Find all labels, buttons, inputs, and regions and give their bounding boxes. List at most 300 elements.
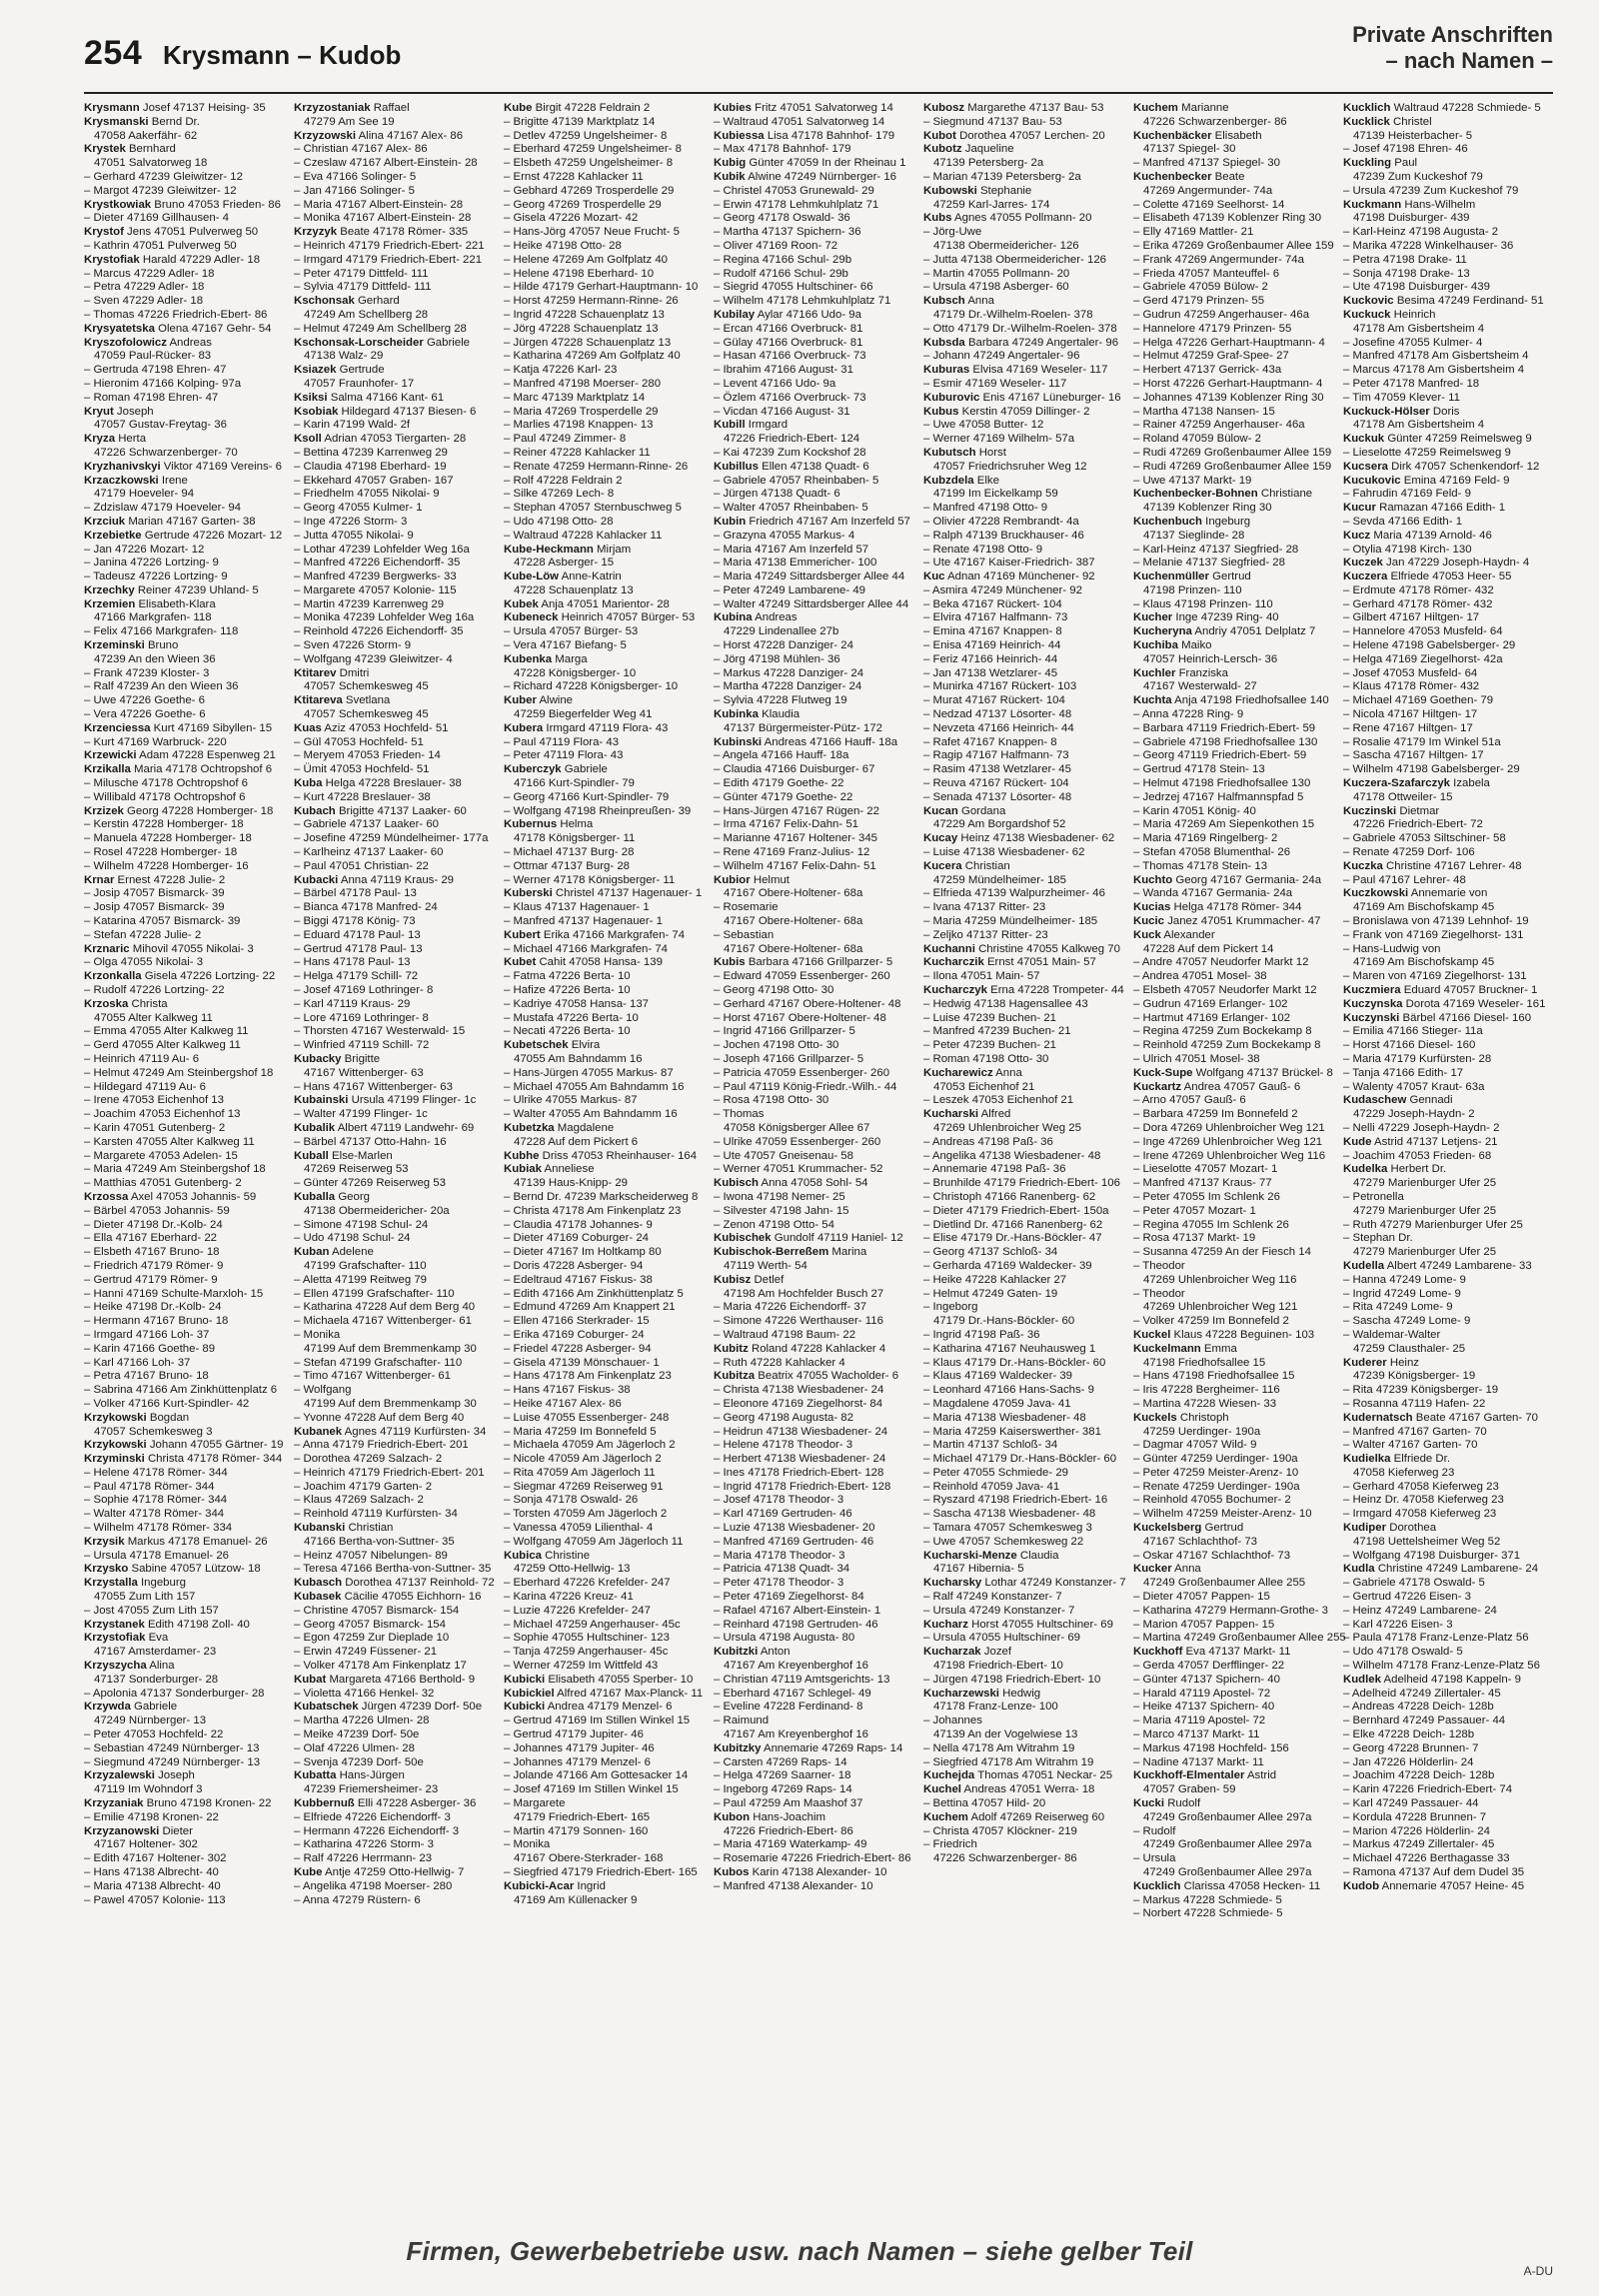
entry-details: Günter 47259 Reimelsweg 9	[1384, 433, 1532, 446]
directory-entry	[504, 323, 672, 337]
entry-details: – Ursula 47249 Konstanzer- 7	[923, 1604, 1075, 1617]
entry-surname: Krznaric	[84, 942, 130, 955]
directory-entry	[294, 116, 462, 130]
entry-details: – Sevda 47166 Edith- 1	[1343, 515, 1463, 528]
directory-entry	[84, 1619, 252, 1633]
entry-details: – Hans 47178 Am Finkenplatz 23	[504, 1370, 672, 1383]
directory-entry	[504, 846, 672, 860]
directory-entry	[1343, 571, 1511, 584]
entry-details: – Gisela 47226 Mozart- 42	[504, 212, 639, 225]
directory-entry	[1343, 791, 1511, 805]
directory-entry	[714, 708, 881, 722]
entry-details: – Helmut 47249 Am Steinbergshof 18	[84, 1066, 274, 1079]
directory-entry	[714, 1246, 881, 1260]
entry-surname: Ksoll	[294, 433, 322, 446]
directory-entry	[1133, 998, 1301, 1012]
entry-surname: Kuczmiera	[1343, 984, 1401, 996]
entry-details: – Barbara 47119 Friedrich-Ebert- 59	[1133, 721, 1316, 734]
entry-details: – Helene 47198 Gabelsberger- 29	[1343, 639, 1516, 652]
entry-details: Cahit 47058 Hansa- 139	[536, 956, 663, 969]
entry-details: 47051 Salvatorweg 18	[94, 157, 208, 170]
entry-details: – Teresa 47166 Bertha-von-Suttner- 35	[294, 1563, 492, 1576]
entry-details: 47057 Graben- 59	[1143, 1783, 1236, 1796]
entry-details: Anne-Katrin	[559, 571, 622, 583]
entry-details: – Ursula 47057 Bürger- 53	[504, 625, 639, 638]
entry-details: – Rosemarie	[714, 901, 779, 914]
entry-details: Hans-Joachim	[750, 1810, 826, 1823]
entry-details: – Rafet 47167 Knappen- 8	[923, 735, 1057, 748]
directory-entry	[1343, 1150, 1511, 1164]
entry-details: – Ellen 47199 Grafschafter- 110	[294, 1287, 455, 1300]
directory-entry	[923, 336, 1119, 351]
entry-details: – Max 47178 Bahnhof- 179	[714, 143, 851, 156]
directory-entry	[1343, 901, 1511, 915]
directory-entry	[294, 915, 462, 929]
directory-entry	[1343, 350, 1529, 364]
entry-details: – Stephan Dr.	[1343, 1232, 1413, 1245]
directory-entry	[923, 102, 1104, 116]
directory-entry	[923, 625, 1091, 639]
directory-entry	[84, 956, 252, 970]
directory-entry	[84, 1755, 261, 1770]
entry-surname: Kubhe	[504, 1149, 540, 1162]
entry-details: Agnes 47055 Pollmann- 20	[951, 212, 1092, 225]
directory-entry	[923, 1177, 1120, 1191]
directory-entry	[84, 667, 252, 681]
entry-details: – Michael 47226 Berthagasse 33	[1343, 1852, 1510, 1865]
directory-entry	[923, 295, 1091, 309]
entry-details: – Aletta 47199 Reitweg 79	[294, 1273, 427, 1286]
directory-entry	[504, 337, 672, 351]
entry-surname: Krzossa	[84, 1190, 129, 1203]
directory-entry	[923, 1412, 1091, 1426]
directory-entry	[1133, 1481, 1301, 1495]
directory-entry	[294, 1632, 462, 1646]
entry-surname: Krzyzanowski	[84, 1824, 160, 1837]
entry-details: – Manfred 47226 Eichendorff- 35	[294, 557, 461, 570]
directory-entry	[923, 419, 1091, 433]
entry-details: – Wolfgang 47059 Am Jägerloch 11	[504, 1535, 684, 1548]
entry-details: – Theodor	[1133, 1259, 1185, 1272]
directory-entry	[504, 1357, 672, 1371]
directory-entry	[84, 1894, 252, 1908]
entry-surname: Kucklick	[1343, 115, 1390, 128]
directory-entry	[714, 1466, 884, 1481]
entry-surname: Kuckels	[1133, 1411, 1177, 1424]
entry-surname: Kuchenbecker-Bohnen	[1133, 488, 1258, 501]
directory-entry	[1133, 625, 1316, 639]
directory-entry	[1343, 239, 1514, 254]
entry-details: – Karl 47226 Eisen- 3	[1343, 1618, 1453, 1631]
directory-entry	[923, 1701, 1091, 1715]
directory-entry	[714, 735, 898, 750]
directory-entry	[923, 1810, 1105, 1825]
directory-entry	[923, 1536, 1091, 1550]
directory-entry	[714, 515, 910, 530]
entry-details: – Herbert 47138 Wiesbadener- 24	[714, 1453, 886, 1466]
directory-entry	[504, 722, 672, 736]
entry-surname: Kucker	[1133, 1563, 1172, 1576]
entry-details: – Heinz Dr. 47058 Kieferweg 23	[1343, 1494, 1504, 1507]
entry-details: – Margarete	[504, 1797, 566, 1810]
directory-entry	[923, 1563, 1091, 1577]
entry-surname: Kubitzky	[714, 1741, 762, 1754]
directory-entry	[714, 1591, 881, 1605]
directory-entry	[1343, 1246, 1511, 1260]
entry-details: – Manfred 47239 Buchen- 21	[923, 1025, 1071, 1038]
entry-details: – Heike 47198 Otto- 28	[504, 239, 622, 252]
entry-details: – Yvonne 47228 Auf dem Berg 40	[294, 1411, 465, 1424]
header-rule	[84, 92, 1553, 94]
directory-entry	[1343, 530, 1511, 544]
directory-entry	[714, 1550, 881, 1564]
directory-entry	[1343, 1191, 1511, 1205]
entry-details: 47167 Am Kreyenberghof 16	[724, 1728, 869, 1741]
entry-details: – Senada 47137 Lösorter- 48	[923, 790, 1072, 803]
entry-surname: Kryza	[84, 433, 116, 446]
entry-details: – Heinz 47057 Nibelungen- 89	[294, 1549, 448, 1562]
directory-entry	[923, 1136, 1091, 1150]
directory-entry	[923, 1646, 1091, 1660]
directory-entry	[1343, 1879, 1525, 1894]
entry-details: – Georg 47198 Otto- 30	[714, 984, 834, 996]
directory-entry	[84, 557, 252, 571]
directory-entry	[923, 1232, 1102, 1246]
directory-entry	[1133, 1439, 1301, 1453]
entry-details: – Maria 47259 Mündelheimer- 185	[923, 915, 1098, 928]
directory-entry	[1133, 1177, 1301, 1191]
directory-entry	[714, 143, 881, 157]
directory-entry	[294, 791, 462, 805]
directory-entry	[84, 1274, 252, 1288]
entry-surname: Kuckhoff-Elmentaler	[1133, 1769, 1245, 1782]
directory-entry	[1133, 1274, 1301, 1288]
entry-details: – Josip 47057 Bismarck- 39	[84, 887, 225, 900]
entry-surname: Kubs	[923, 212, 952, 225]
directory-entry	[84, 1866, 252, 1880]
entry-details: – Martina 47228 Wiesen- 33	[1133, 1397, 1277, 1410]
directory-entry	[84, 1467, 252, 1481]
entry-details: Elfriede Dr.	[1390, 1453, 1450, 1466]
directory-entry	[294, 1067, 462, 1081]
directory-entry	[294, 1715, 462, 1728]
directory-entry	[1343, 1315, 1511, 1329]
directory-entry	[84, 515, 256, 530]
directory-entry	[1343, 1081, 1511, 1095]
entry-surname: Krzikalla	[84, 763, 131, 776]
directory-entry	[84, 1301, 252, 1315]
directory-entry	[1343, 680, 1511, 694]
entry-details: – Manfred 47138 Alexander- 10	[714, 1879, 873, 1892]
entry-details: – Hanni 47169 Schulte-Marxloh- 15	[84, 1287, 264, 1300]
entry-details: – Heinz 47249 Lambarene- 24	[1343, 1604, 1497, 1617]
directory-entry	[504, 143, 682, 157]
entry-details: – Paul 47167 Lehrer- 48	[1343, 873, 1466, 886]
directory-entry	[504, 530, 672, 544]
directory-entry	[504, 1687, 704, 1702]
directory-entry	[1343, 1646, 1511, 1660]
directory-entry	[1133, 694, 1329, 708]
entry-details: 47137 Sonderburger- 28	[94, 1673, 219, 1686]
directory-entry	[504, 832, 672, 846]
entry-surname: Kuchem	[923, 1810, 968, 1823]
entry-surname: Ksiazek	[294, 364, 337, 377]
entry-details: Bernd Dr.	[148, 115, 200, 128]
entry-surname: Krzystanek	[84, 1618, 145, 1631]
entry-details: 47229 Joseph-Haydn- 2	[1353, 1108, 1475, 1121]
entry-details: – Rosa 47137 Markt- 19	[1133, 1232, 1256, 1245]
directory-entry	[84, 929, 252, 943]
directory-entry	[714, 1508, 881, 1522]
directory-entry	[1133, 446, 1332, 461]
directory-entry	[1343, 1301, 1511, 1315]
entry-surname: Kschonsak-Lorscheider	[294, 336, 424, 349]
entry-details: – Manfred 47169 Gertruden- 46	[714, 1535, 874, 1548]
entry-details: – Horst 47166 Diesel- 160	[1343, 1039, 1476, 1052]
entry-details: – Marianne 47167 Holtener- 345	[714, 832, 878, 845]
entry-details: Ingeburg	[137, 1577, 186, 1590]
entry-surname: Kryzhanivskyi	[84, 460, 161, 473]
entry-details: – Carsten 47269 Raps- 14	[714, 1755, 847, 1768]
entry-details: – Gerhard 47167 Obere-Holtener- 48	[714, 997, 901, 1010]
directory-entry	[1343, 226, 1511, 240]
entry-surname: Krzyminski	[84, 1453, 145, 1466]
directory-entry	[504, 295, 679, 309]
page-header	[0, 0, 1599, 100]
entry-surname: Kucsera	[1343, 460, 1388, 473]
entry-details: 47199 Im Eickelkamp 59	[933, 488, 1058, 501]
entry-details: – Ursula 47055 Hultschiner- 69	[923, 1632, 1081, 1645]
entry-details: – Gerd 47179 Prinzen- 55	[1133, 295, 1265, 308]
directory-entry	[714, 461, 881, 475]
directory-entry	[1343, 1508, 1511, 1522]
directory-entry	[84, 1190, 257, 1205]
directory-entry	[1133, 336, 1325, 351]
directory-entry	[923, 1852, 1091, 1866]
directory-entry	[1133, 1660, 1301, 1674]
entry-surname: Kuburovic	[923, 391, 980, 404]
entry-details: – Anna 47228 Ring- 9	[1133, 708, 1244, 721]
directory-entry	[84, 571, 252, 584]
directory-entry	[84, 1053, 252, 1067]
directory-entry	[714, 102, 893, 116]
entry-details: Margarethe 47137 Bau- 53	[964, 102, 1104, 114]
directory-entry	[504, 281, 699, 295]
entry-surname: Kudaschew	[1343, 1094, 1407, 1107]
entry-surname: Kubalik	[294, 1121, 336, 1134]
entry-details: Günter 47059 In der Rheinau 1	[746, 157, 906, 170]
entry-details: – Manfred 47239 Bergwerks- 33	[294, 571, 457, 583]
entry-details: Astrid	[1244, 1769, 1277, 1782]
entry-details: Albert 47249 Lambarene- 33	[1384, 1259, 1532, 1272]
directory-entry	[84, 1811, 252, 1825]
entry-details: – Hanna 47249 Lome- 9	[1343, 1273, 1466, 1286]
entry-details: Astrid 47137 Letjens- 21	[1371, 1135, 1498, 1148]
directory-entry	[84, 308, 268, 323]
directory-entry	[294, 874, 462, 888]
entry-details: 47228 Asberger- 15	[514, 557, 615, 570]
entry-details: – Annemarie 47198 Paß- 36	[923, 1163, 1066, 1176]
directory-entry	[84, 984, 252, 998]
entry-surname: Kudob	[1343, 1879, 1380, 1892]
directory-entry	[714, 1577, 881, 1591]
directory-entry	[294, 502, 462, 516]
entry-surname: Kube	[294, 1866, 323, 1878]
directory-entry	[294, 1688, 462, 1702]
entry-surname: Kuchenmüller	[1133, 571, 1209, 583]
directory-entry	[84, 749, 276, 763]
entry-details: Gordana	[957, 804, 1006, 817]
directory-entry	[294, 1838, 462, 1852]
directory-entry	[504, 777, 672, 791]
entry-details: Beate	[1211, 170, 1245, 183]
directory-entry	[294, 1150, 462, 1164]
entry-details: – Helga 47226 Gerhart-Hauptmann- 4	[1133, 336, 1325, 349]
directory-entry	[1133, 887, 1301, 901]
directory-entry	[714, 805, 881, 819]
directory-entry	[1133, 350, 1301, 364]
entry-details: Edith 47198 Zoll- 40	[144, 1618, 250, 1631]
directory-entry	[294, 143, 462, 157]
entry-details: – Helga 47269 Saarner- 18	[714, 1769, 851, 1782]
entry-details: – Christel 47053 Grunewald- 29	[714, 184, 874, 197]
entry-details: – Gertruda 47198 Ehren- 47	[84, 364, 227, 377]
entry-surname: Krzykowski	[84, 1411, 147, 1424]
directory-entry	[84, 1398, 252, 1412]
entry-details: 47269 Uhlenbroicher Weg 116	[1143, 1273, 1297, 1286]
directory-entry	[714, 1646, 881, 1660]
entry-details: – Gerda 47057 Derfflinger- 22	[1133, 1660, 1285, 1673]
directory-entry	[1343, 1370, 1511, 1384]
directory-entry	[923, 1081, 1091, 1095]
directory-entry	[504, 1108, 678, 1122]
directory-entry	[1133, 970, 1301, 984]
entry-details: – Maria 47249 Sittardsberger Allee 44	[714, 571, 905, 583]
entry-surname: Krzeminski	[84, 639, 145, 652]
directory-entry	[923, 874, 1091, 888]
entry-details: – Michael 47137 Burg- 28	[504, 846, 635, 859]
directory-entry	[1133, 1866, 1312, 1880]
directory-entry	[1133, 1674, 1301, 1688]
entry-details: – Maria 47249 Am Steinbergshof 18	[84, 1163, 266, 1176]
entry-details: Anneliese	[541, 1163, 595, 1176]
entry-surname: Kudella	[1343, 1259, 1385, 1272]
entry-details: – Klaus 47169 Waldecker- 39	[923, 1370, 1073, 1383]
entry-surname: Krysmann	[84, 102, 140, 114]
directory-entry	[504, 1232, 672, 1246]
entry-details: Dieter	[159, 1824, 193, 1837]
directory-entry	[923, 667, 1091, 681]
directory-entry	[84, 1012, 252, 1026]
entry-details: 47198 Prinzen- 110	[1143, 583, 1242, 596]
entry-surname: Kryut	[84, 405, 114, 418]
entry-details: – Martin 47239 Karrenweg 29	[294, 597, 445, 610]
directory-entry	[1343, 1605, 1511, 1619]
directory-entry	[84, 475, 252, 489]
directory-entry	[84, 143, 252, 157]
entry-details: – Ute 47167 Kaiser-Friedrich- 387	[923, 557, 1095, 570]
entry-details: – Bernd Dr. 47239 Markscheiderweg 8	[504, 1190, 699, 1203]
entry-details: Annemarie 47269 Raps- 14	[761, 1741, 903, 1754]
entry-surname: Krzywda	[84, 1701, 131, 1714]
entry-details: – Walter 47057 Rheinbaben- 5	[714, 502, 868, 515]
entry-details: – Klaus 47178 Römer- 432	[1343, 680, 1480, 693]
entry-details: Gisela 47226 Lortzing- 22	[141, 970, 276, 983]
directory-entry	[1343, 736, 1511, 750]
directory-entry	[1343, 544, 1511, 558]
directory-entry	[504, 502, 682, 516]
entry-details: – Irmgard 47166 Loh- 37	[84, 1328, 210, 1341]
directory-entry	[923, 1218, 1103, 1233]
directory-entry	[714, 1287, 884, 1302]
directory-entry	[1343, 1522, 1511, 1536]
entry-details: – Ümit 47053 Hochfeld- 51	[294, 763, 430, 776]
directory-entry	[1133, 1797, 1301, 1811]
directory-entry	[504, 1039, 672, 1053]
entry-details: – Karin 47199 Wald- 2f	[294, 419, 411, 432]
entry-surname: Ksobiak	[294, 405, 339, 418]
directory-entry	[923, 970, 1091, 984]
entry-details: – Helmut 47249 Gaten- 19	[923, 1287, 1058, 1300]
entry-details: – Ralf 47226 Herrmann- 23	[294, 1852, 433, 1865]
directory-entry	[714, 157, 906, 171]
entry-details: – Patricia 47059 Essenberger- 260	[714, 1066, 890, 1079]
directory-entry	[294, 185, 462, 199]
directory-entry	[84, 1246, 252, 1260]
directory-entry	[1343, 309, 1511, 323]
entry-details: – Dietlind Dr. 47166 Ranenberg- 62	[923, 1218, 1103, 1231]
entry-details: – Manfred 47137 Hagenauer- 1	[504, 915, 663, 928]
directory-entry	[1343, 1866, 1525, 1880]
directory-entry	[84, 1728, 252, 1742]
entry-details: 47167 Schlachthof- 73	[1143, 1535, 1257, 1548]
entry-details: – Hilde 47179 Gerhart-Hauptmann- 10	[504, 281, 699, 294]
entry-details: Mihovil 47055 Nikolai- 3	[129, 942, 254, 955]
entry-details: – Hannelore 47179 Prinzen- 55	[1133, 322, 1292, 335]
entry-details: Elisabeth 47055 Sperber- 10	[545, 1673, 694, 1686]
entry-details: – Christoph 47166 Ranenberg- 62	[923, 1190, 1096, 1203]
directory-entry	[714, 1811, 881, 1825]
entry-details: – Karl 47119 Kraus- 29	[294, 997, 411, 1010]
entry-details: – Ragip 47167 Halfmann- 73	[923, 749, 1069, 762]
entry-details: 47259 Uerdinger- 190a	[1143, 1425, 1261, 1438]
entry-details: Joseph	[113, 405, 154, 418]
entry-details: Agnes 47119 Kurfürsten- 34	[342, 1425, 487, 1438]
entry-details: 47167 Hibernia- 5	[933, 1563, 1024, 1576]
entry-details: Elke	[973, 474, 999, 487]
directory-entry	[84, 433, 252, 447]
entry-details: 47059 Paul-Rücker- 83	[94, 350, 212, 363]
directory-entry	[294, 322, 467, 337]
entry-details: 47279 Am See 19	[304, 115, 395, 128]
directory-entry	[714, 1783, 881, 1797]
directory-entry	[923, 1012, 1091, 1026]
entry-details: – Lieselotte 47057 Mozart- 1	[1133, 1163, 1278, 1176]
entry-details: – Margarete 47053 Adelen- 15	[84, 1149, 238, 1162]
directory-entry	[1133, 721, 1316, 736]
entry-surname: Kuczynska	[1343, 997, 1403, 1010]
entry-surname: Kubetschek	[504, 1039, 569, 1052]
entry-details: – Peter 47239 Buchen- 21	[923, 1039, 1056, 1052]
directory-entry	[84, 598, 252, 612]
directory-entry	[84, 970, 276, 984]
entry-details: Eduard 47057 Bruckner- 1	[1400, 984, 1538, 996]
directory-entry	[84, 1453, 283, 1467]
directory-entry	[84, 337, 252, 351]
directory-entry	[504, 1412, 672, 1426]
entry-details: 47269 Reiserweg 53	[304, 1163, 409, 1176]
directory-entry	[1133, 1838, 1312, 1852]
